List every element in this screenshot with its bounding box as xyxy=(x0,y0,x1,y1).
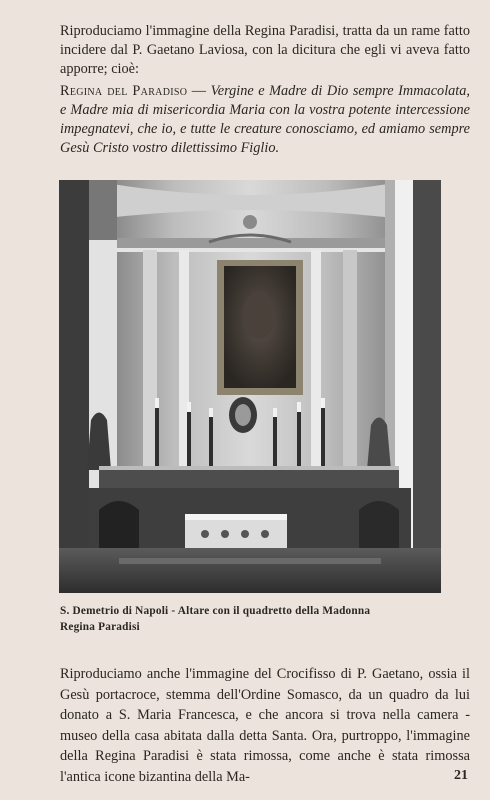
figure-caption xyxy=(60,603,440,635)
intro-paragraph: Riproduciamo l'immagine della Regina Paradisi, tratta da un rame fatto incidere dal P. Gaetano Laviosa, con la dicitura che egli vi aveva fatto apporre; cioè: xyxy=(60,23,470,78)
prayer-heading: Regina del Paradiso xyxy=(60,83,188,100)
prayer-paragraph xyxy=(60,82,470,158)
altar-photograph xyxy=(59,180,441,593)
prayer-text: Vergine e Madre di Dio sempre Immacolata, e Madre mia di misericordia Maria con la vostra potente intercessione impegnatevi, che io, e tutte le creature conosciamo, ed amiamo sempre Gesù Cristo vostro dilettissimo Figlio. xyxy=(60,83,471,157)
altar-photograph-image xyxy=(59,180,441,593)
figure-caption-line: S. Demetrio di Napoli - Altare con il quadretto della Madonna xyxy=(60,605,371,617)
prayer-dash: — xyxy=(187,83,211,100)
page-number: 21 xyxy=(454,768,468,783)
body-paragraph: Riproduciamo anche l'immagine del Crocifisso di P. Gaetano, ossia il Gesù portacroce, stemma dell'Ordine Somasco, da un quadro da lui donato a S. Maria Francesca, e che ancora si trova nella camera - museo della casa abitata dalla detta Santa. Ora, purtroppo, l'immagine della Regina Paradisi è stata rimossa, come anche è stata rimossa l'antica icone bizantina della Ma- xyxy=(60,666,470,785)
figure-caption-line: Regina Paradisi xyxy=(60,621,140,633)
